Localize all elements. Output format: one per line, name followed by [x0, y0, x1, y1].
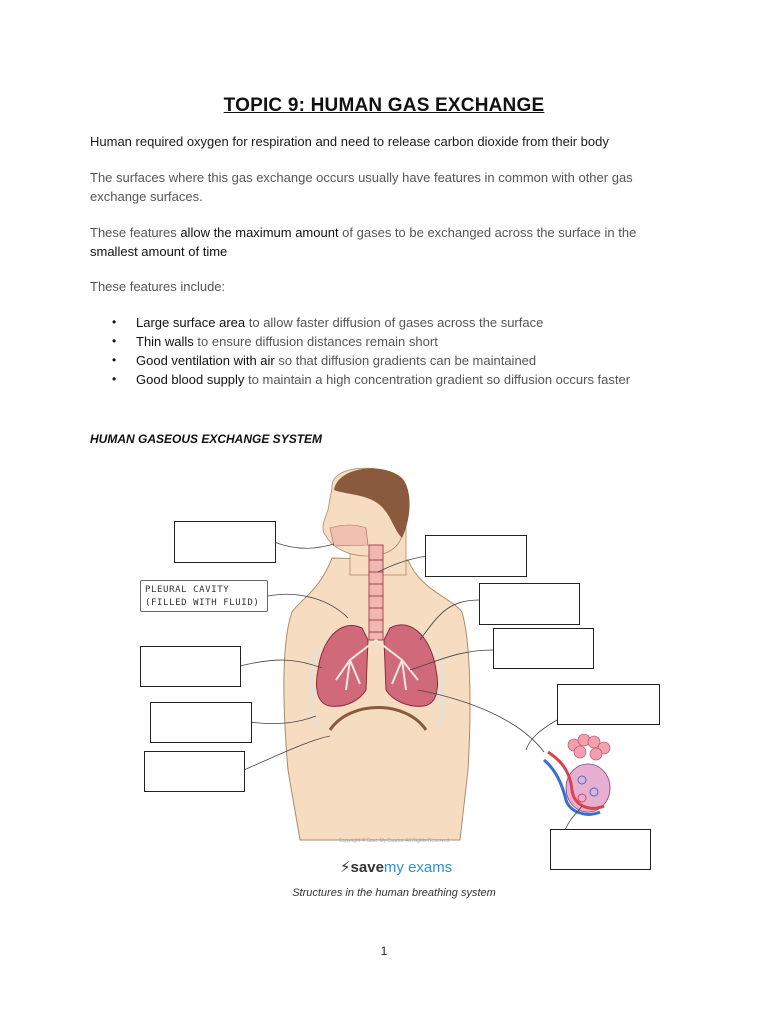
pleural-cavity-label	[140, 580, 268, 612]
page-title: TOPIC 9: HUMAN GAS EXCHANGE	[223, 95, 545, 116]
bullet-icon: •	[112, 315, 117, 329]
brand-word-2: my exams	[383, 859, 453, 876]
list-item-term: Large surface area	[136, 315, 246, 330]
alveoli-cluster	[544, 734, 610, 814]
bullet-icon: •	[112, 372, 117, 386]
features-include-label: These features include:	[90, 279, 226, 294]
section-heading: HUMAN GASEOUS EXCHANGE SYSTEM	[90, 432, 323, 446]
label-box-nasal-cavity[interactable]	[174, 521, 276, 563]
pleural-label-line2: (FILLED WITH FLUID)	[145, 598, 260, 608]
bullet-icon: •	[112, 353, 117, 367]
list-item	[112, 313, 712, 332]
brand-logo	[340, 858, 452, 876]
label-box-alveolus[interactable]	[557, 684, 660, 725]
surfaces-paragraph: The surfaces where this gas exchange occurs usually have features in common with other gas exchange surfaces.	[90, 170, 633, 204]
pleural-label-line1: PLEURAL CAVITY	[145, 585, 230, 595]
features-emphasis-max: allow the maximum amount	[180, 225, 339, 240]
list-item-term: Good blood supply	[136, 372, 245, 387]
label-box-diaphragm[interactable]	[144, 751, 245, 792]
list-item-detail: to maintain a high concentration gradient so diffusion occurs faster	[244, 372, 631, 387]
list-item-detail: to allow faster diffusion of gases across the surface	[245, 315, 544, 330]
bullet-icon: •	[112, 334, 117, 348]
nasal-cavity	[330, 525, 368, 546]
list-item	[112, 370, 712, 389]
page-number: 1	[380, 944, 388, 958]
copyright-notice: Copyright © Save My Exams. All Rights Reserved	[338, 838, 450, 844]
list-item-detail: to ensure diffusion distances remain short	[193, 334, 438, 349]
list-item-term: Good ventilation with air	[136, 353, 275, 368]
label-box-trachea[interactable]	[425, 535, 527, 577]
list-item-term: Thin walls	[136, 334, 194, 349]
list-item	[112, 351, 712, 370]
label-box-capillary[interactable]	[550, 829, 651, 870]
diagram-caption: Structures in the human breathing system	[292, 887, 496, 899]
list-item	[112, 332, 712, 351]
label-box-rib[interactable]	[140, 646, 241, 687]
lightning-icon: ⚡	[340, 859, 351, 876]
label-box-bronchus[interactable]	[479, 583, 580, 625]
label-box-bronchiole[interactable]	[493, 628, 594, 669]
feature-list	[112, 313, 712, 389]
list-item-detail: so that diffusion gradients can be maintained	[274, 353, 537, 368]
features-text-c: of gases to be exchanged across the surface in the	[338, 225, 637, 240]
features-text-a: These features	[90, 225, 181, 240]
intro-paragraph: Human required oxygen for respiration and need to release carbon dioxide from their body	[90, 134, 609, 149]
brand-word-1: save	[350, 859, 384, 876]
features-paragraph	[90, 223, 650, 261]
label-box-intercostal-muscle[interactable]	[150, 702, 252, 743]
features-emphasis-time: smallest amount of time	[90, 244, 228, 259]
trachea	[369, 545, 383, 640]
